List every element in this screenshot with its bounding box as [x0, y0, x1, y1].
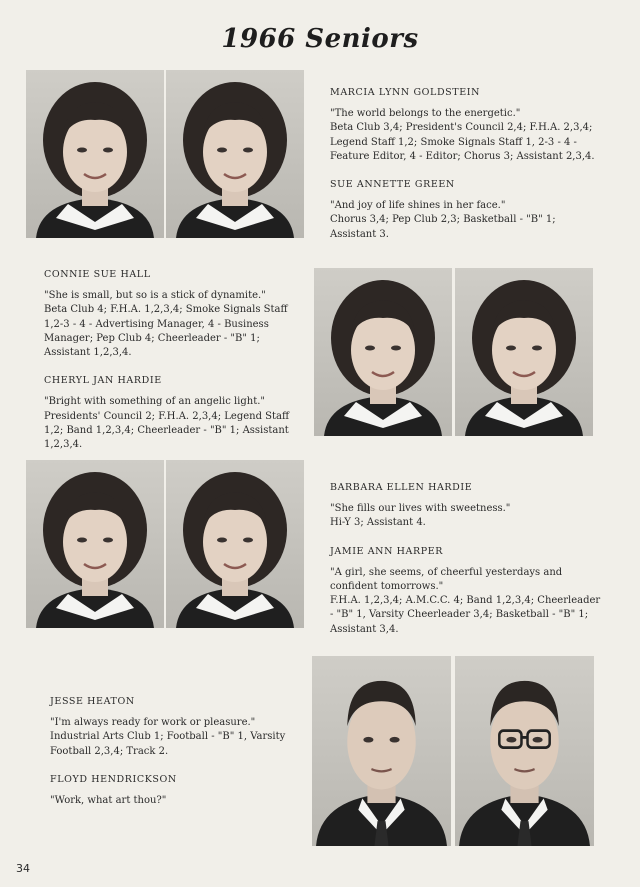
senior-quote: "And joy of life shines in her face." [330, 200, 506, 212]
senior-quote: "A girl, she seems, of cheerful yesterdays and confident tomorrows." [330, 566, 563, 593]
senior-activities: Hi-Y 3; Assistant 4. [330, 517, 426, 529]
senior-quote: "Work, what art thou?" [50, 795, 167, 807]
portrait-photo-harper [166, 460, 304, 628]
senior-activities: Beta Club 3,4; President's Council 2,4; F.H.A. 2,3,4; Legend Staff 1,2; Smoke Signals Staff 1, 2-3 - 4 - Feature Editor, 4 - Editor; Chorus 3; Assistant 2,3,4. [330, 122, 595, 162]
senior-quote: "She fills our lives with sweetness." [330, 503, 511, 515]
bio-hall [44, 268, 294, 452]
portrait-photo-green [314, 268, 452, 436]
bio-goldstein [330, 86, 602, 242]
portrait-photo-goldstein [166, 70, 304, 238]
senior-name: BARBARA ELLEN HARDIE [330, 482, 473, 493]
senior-quote: "Bright with something of an angelic light." [44, 396, 266, 408]
senior-quote: "I'm always ready for work or pleasure." [50, 717, 256, 729]
page-number: 34 [16, 862, 30, 875]
senior-activities: Presidents' Council 2; F.H.A. 2,3,4; Legend Staff 1,2; Band 1,2,3,4; Cheerleader - "B" 1; Assistant 1,2,3,4. [44, 410, 290, 451]
senior-name: MARCIA LYNN GOLDSTEIN [330, 87, 481, 98]
portrait-photo-heaton [312, 656, 451, 846]
senior-activities: Chorus 3,4; Pep Club 2,3; Basketball - "B" 1; Assistant 3. [330, 214, 556, 240]
portrait-photo-hendrickson [455, 656, 594, 846]
portrait-photo-hall [26, 70, 164, 238]
senior-name: JAMIE ANN HARPER [330, 545, 443, 557]
bio-heaton [50, 695, 295, 808]
portrait-photo-cheryl-hardie [455, 268, 593, 436]
senior-activities: F.H.A. 1,2,3,4; A.M.C.C. 4; Band 1,2,3,4; Cheerleader - "B" 1, Varsity Cheerleader 3,4; Basketball - "B" 1; Assistant 3,4. [330, 595, 601, 635]
senior-activities: Industrial Arts Club 1; Football - "B" 1, Varsity Football 2,3,4; Track 2. [50, 731, 286, 757]
senior-name: CONNIE SUE HALL [44, 269, 151, 280]
page-title: 1966 Seniors [221, 24, 419, 54]
portrait-photo-barbara-hardie [26, 460, 164, 628]
senior-name: SUE ANNETTE GREEN [330, 179, 455, 191]
bio-barbara-hardie [330, 481, 602, 637]
senior-quote: "The world belongs to the energetic." [330, 108, 521, 120]
senior-quote: "She is small, but so is a stick of dynamite." [44, 290, 266, 302]
senior-name: CHERYL JAN HARDIE [44, 375, 162, 387]
senior-name: JESSE HEATON [50, 696, 135, 707]
senior-activities: Beta Club 4; F.H.A. 1,2,3,4; Smoke Signals Staff 1,2-3 - 4 - Advertising Manager, 4 - Business Manager; Pep Club 4; Cheerleader - "B" 1; Assistant 1,2,3,4. [44, 304, 288, 359]
senior-name: FLOYD HENDRICKSON [50, 773, 177, 785]
